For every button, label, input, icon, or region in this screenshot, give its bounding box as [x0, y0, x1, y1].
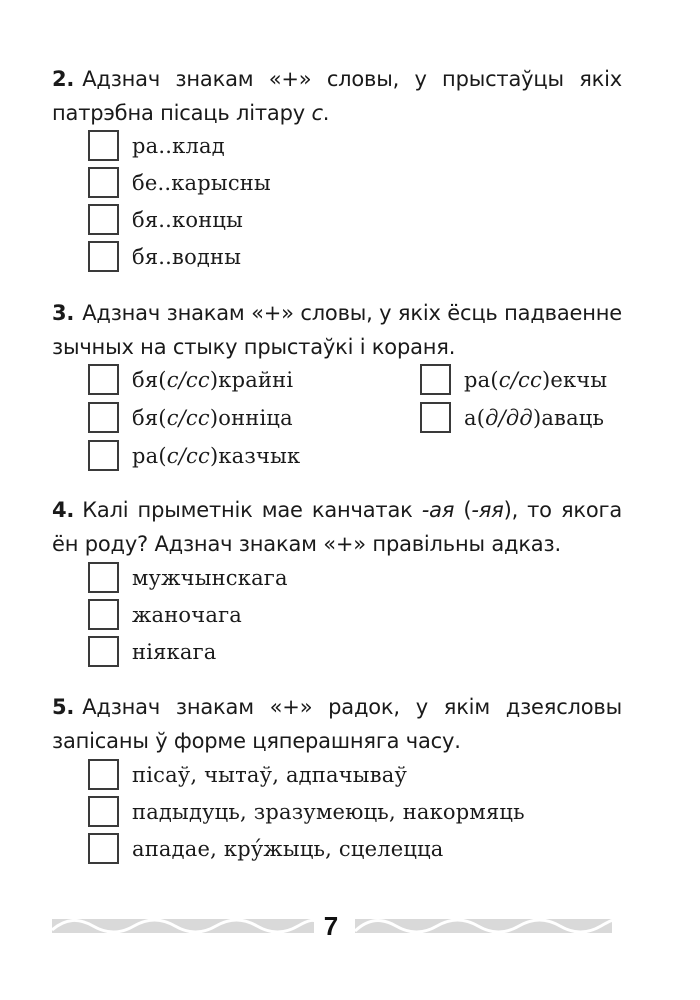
question-number: 5. — [52, 695, 75, 719]
option-label: ра(с/сс)екчы — [464, 367, 608, 392]
question-number: 4. — [52, 498, 75, 522]
option-label: пісаў, чытаў, адпачываў — [132, 762, 408, 787]
option-q5-3[interactable] — [88, 833, 444, 864]
option-q3-2[interactable] — [88, 402, 293, 433]
option-q4-2[interactable] — [88, 599, 242, 630]
option-q2-1[interactable] — [88, 130, 225, 161]
option-q3-4[interactable] — [420, 364, 607, 395]
answer-checkbox[interactable] — [88, 759, 119, 790]
option-q2-4[interactable] — [88, 241, 241, 272]
answer-checkbox[interactable] — [88, 599, 119, 630]
question-5-text: 5. Адзнач знакам «+» радок, у якім дзеясловы запісаны ў форме цяперашняга часу. — [52, 695, 622, 753]
answer-checkbox[interactable] — [420, 402, 451, 433]
answer-checkbox[interactable] — [88, 833, 119, 864]
option-label: ра..клад — [132, 133, 225, 158]
question-4-text: 4. Калі прыметнік мае канчатак -ая (-яя), то якога ён роду? Адзнач знакам «+» правільны адказ. — [52, 498, 623, 556]
option-label: бя..концы — [132, 207, 244, 232]
question-number: 3. — [52, 301, 75, 325]
answer-checkbox[interactable] — [88, 636, 119, 667]
answer-checkbox[interactable] — [88, 440, 119, 471]
answer-checkbox[interactable] — [88, 364, 119, 395]
option-label: ніякага — [132, 639, 217, 664]
question-2 — [52, 62, 622, 130]
option-q2-3[interactable] — [88, 204, 243, 235]
option-label: бя(с/сс)крайні — [132, 367, 294, 392]
question-2-text: 2. Адзнач знакам «+» словы, у прыстаўцы якіх патрэбна пісаць літару с. — [52, 67, 622, 125]
answer-checkbox[interactable] — [88, 167, 119, 198]
page-footer — [0, 912, 700, 940]
option-label: а(д/дд)аваць — [464, 405, 605, 430]
option-label: падыдуць, зразумеюць, накормяць — [132, 799, 525, 824]
option-q5-2[interactable] — [88, 796, 525, 827]
wave-divider-right — [355, 919, 612, 933]
option-q3-5[interactable] — [420, 402, 604, 433]
answer-checkbox[interactable] — [88, 796, 119, 827]
answer-checkbox[interactable] — [88, 130, 119, 161]
wave-pattern-icon — [355, 919, 612, 933]
option-label: ападае, кру́жыць, сцелецца — [132, 836, 444, 861]
option-label: бя(с/сс)онніца — [132, 405, 293, 430]
option-q5-1[interactable] — [88, 759, 407, 790]
option-label: мужчынскага — [132, 565, 288, 590]
wave-divider-left — [52, 919, 314, 933]
option-q2-2[interactable] — [88, 167, 271, 198]
question-3 — [52, 296, 622, 364]
option-q3-1[interactable] — [88, 364, 293, 395]
answer-checkbox[interactable] — [88, 241, 119, 272]
option-q4-3[interactable] — [88, 636, 217, 667]
question-5 — [52, 690, 622, 758]
question-4 — [52, 493, 622, 561]
option-label: жаночага — [132, 602, 243, 627]
wave-pattern-icon — [52, 919, 314, 933]
question-number: 2. — [52, 67, 75, 91]
answer-checkbox[interactable] — [88, 204, 119, 235]
option-label: бе..карысны — [132, 170, 271, 195]
answer-checkbox[interactable] — [420, 364, 451, 395]
option-q3-3[interactable] — [88, 440, 300, 471]
question-3-text: 3. Адзнач знакам «+» словы, у якіх ёсць падваенне зычных на стыку прыстаўкі і кораня. — [52, 301, 622, 359]
page-number: 7 — [323, 911, 339, 941]
option-q4-1[interactable] — [88, 562, 288, 593]
option-label: бя..водны — [132, 244, 242, 269]
answer-checkbox[interactable] — [88, 402, 119, 433]
option-label: ра(с/сс)казчык — [132, 443, 301, 468]
answer-checkbox[interactable] — [88, 562, 119, 593]
